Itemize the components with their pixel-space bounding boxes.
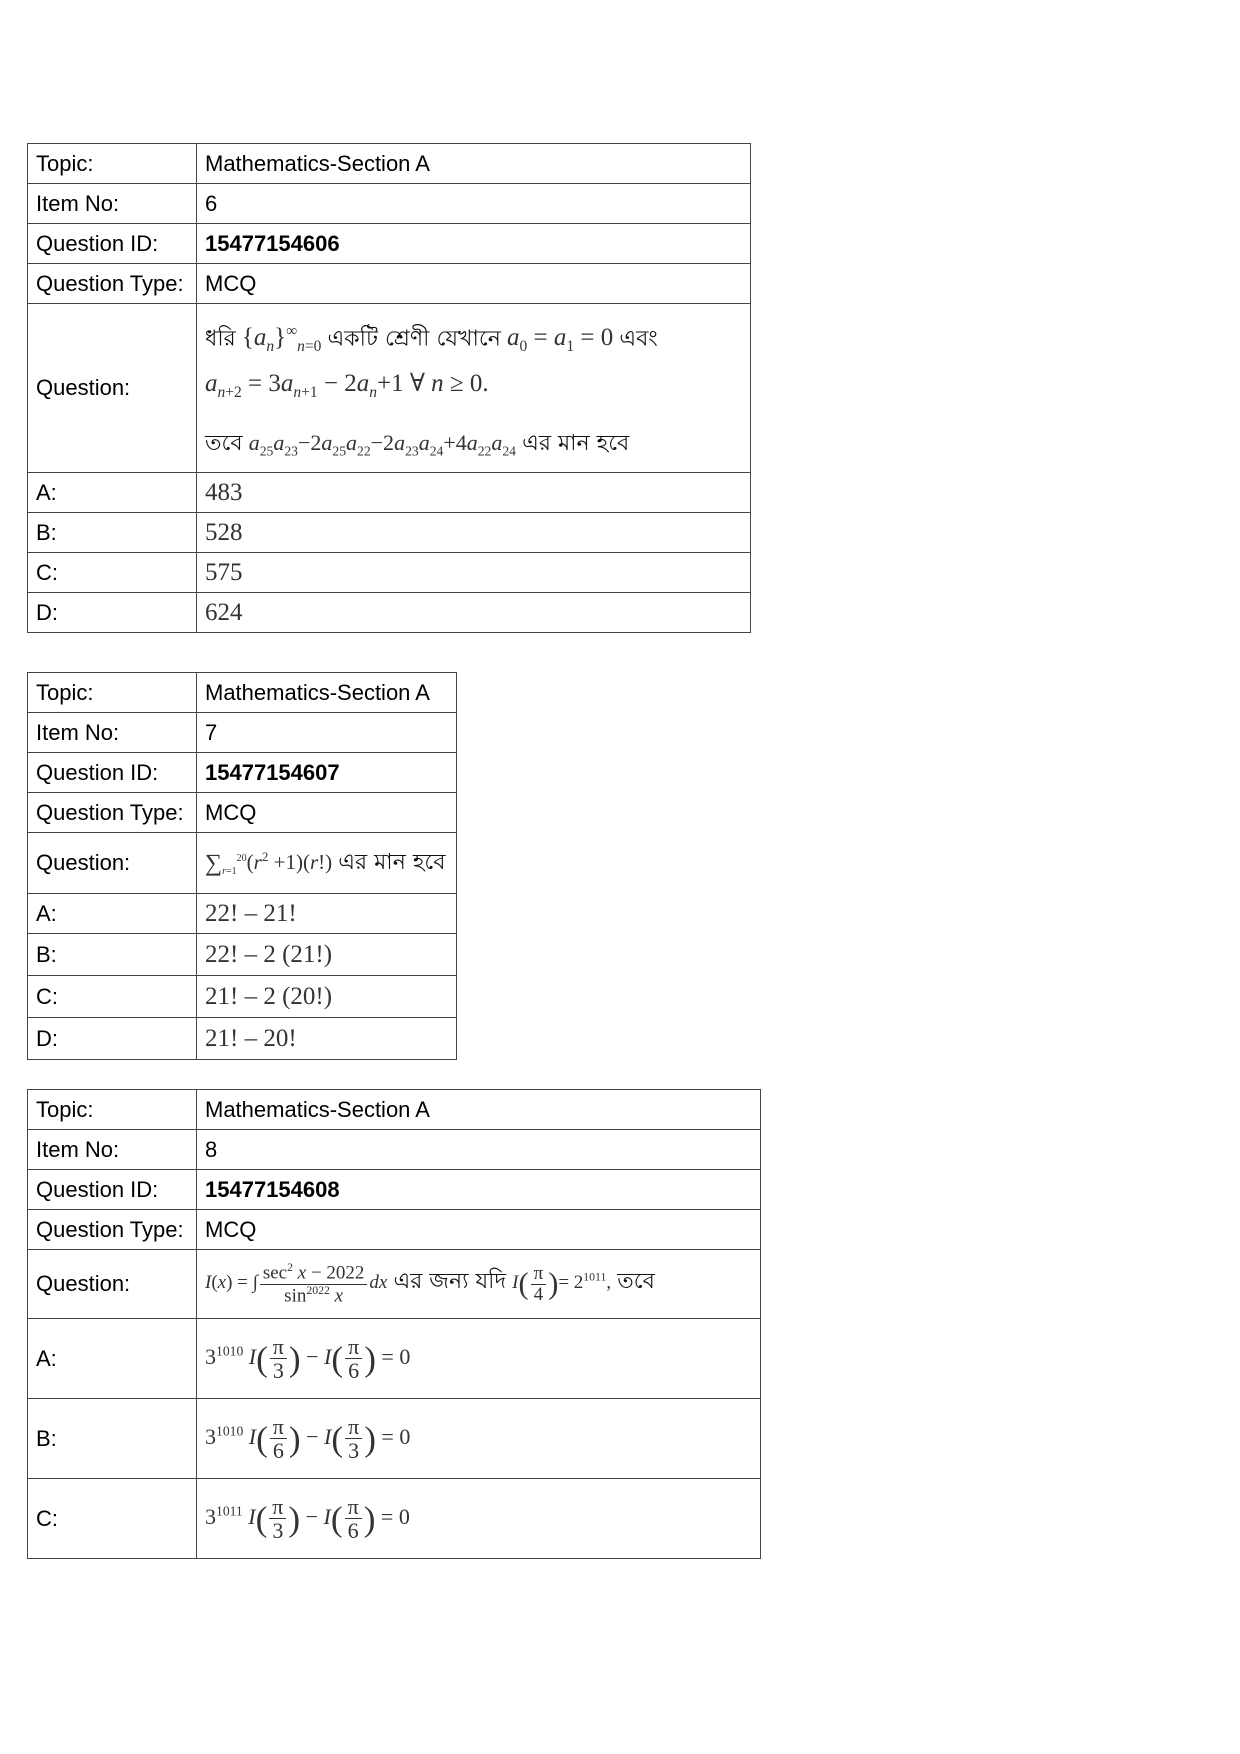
option-b-value: 22! – 2 (21!) (197, 934, 457, 976)
question-id-row (28, 1170, 761, 1210)
option-d-label: D: (28, 593, 197, 633)
item-no-value: 6 (197, 184, 751, 224)
item-no-value: 8 (197, 1130, 761, 1170)
question-type-label: Question Type: (28, 793, 197, 833)
option-c-value: 21! – 2 (20!) (197, 976, 457, 1018)
question-type-value: MCQ (197, 793, 457, 833)
question-row (28, 1250, 761, 1319)
expression-formula: $a_{25}a_{23}-2a_{25}a_{22}-2a_{23}a_{24}+4a_{22}a_{24}$ (248, 429, 516, 459)
question-row (28, 833, 457, 894)
option-row-c (28, 976, 457, 1018)
topic-label: Topic: (28, 673, 197, 713)
option-c-label: C: (28, 1479, 197, 1559)
item-no-value: 7 (197, 713, 457, 753)
option-a-value: 22! – 21! (197, 894, 457, 934)
option-c-value (197, 1479, 761, 1559)
question-text-1: ধরি (205, 326, 236, 352)
option-b-value: 528 (197, 513, 751, 553)
question-label: Question: (28, 1250, 197, 1319)
option-b-formula: $3^{1010}$ I( $\frac{\pi}{6}$ ) − I( $\frac{\pi}{3}$ ) = 0 (205, 1413, 411, 1463)
option-c-value: 575 (197, 553, 751, 593)
question-id-label: Question ID: (28, 224, 197, 264)
question-type-value: MCQ (197, 1210, 761, 1250)
option-b-value (197, 1399, 761, 1479)
question-label: Question: (28, 833, 197, 894)
option-d-value: 624 (197, 593, 751, 633)
option-row-a (28, 1319, 761, 1399)
question-text-4: তবে (205, 430, 243, 456)
option-row-d (28, 593, 751, 633)
item-no-row (28, 713, 457, 753)
question-content (197, 833, 457, 894)
summation-formula: $\sum_{r=1}^{20}(r^2 +1)(r!)$ (205, 848, 333, 877)
question-id-value: 15477154607 (197, 753, 457, 793)
condition-formula: I( $\frac{\pi}{4}$ )= $2^{1011}$, (512, 1262, 612, 1305)
option-a-value (197, 1319, 761, 1399)
question-id-row (28, 753, 457, 793)
question-type-label: Question Type: (28, 264, 197, 304)
option-row-d (28, 1018, 457, 1060)
option-a-label: A: (28, 473, 197, 513)
option-c-label: C: (28, 976, 197, 1018)
topic-row (28, 144, 751, 184)
question-id-label: Question ID: (28, 753, 197, 793)
option-a-formula: $3^{1010}$ I( $\frac{\pi}{3}$ ) − I( $\frac{\pi}{6}$ ) = 0 (205, 1333, 411, 1383)
item-no-label: Item No: (28, 1130, 197, 1170)
question-type-label: Question Type: (28, 1210, 197, 1250)
sequence-formula: $\{a_n\}^\infty_{n=0}$ (241, 323, 322, 356)
item-no-row (28, 1130, 761, 1170)
question-type-row (28, 1210, 761, 1250)
question-type-row (28, 264, 751, 304)
question-text-1: এর মান হবে (338, 849, 446, 875)
option-row-a (28, 473, 751, 513)
topic-label: Topic: (28, 1090, 197, 1130)
option-row-b (28, 1399, 761, 1479)
question-text-1: এর জন্য যদি (393, 1269, 507, 1295)
topic-label: Topic: (28, 144, 197, 184)
question-text-5: এর মান হবে (522, 430, 630, 456)
question-type-row (28, 793, 457, 833)
topic-value: Mathematics-Section A (197, 1090, 761, 1130)
question-text-3: এবং (619, 326, 658, 352)
question-id-row (28, 224, 751, 264)
integral-formula: I(x) = ∫ $\frac{\sec^2 x - 2022}{\sin^{2022} x}$ dx (205, 1261, 388, 1306)
question-table-item-7 (27, 672, 457, 1060)
option-row-a (28, 894, 457, 934)
option-row-c (28, 553, 751, 593)
question-table-item-6 (27, 143, 751, 633)
question-line-1 (205, 322, 742, 357)
option-d-value: 21! – 20! (197, 1018, 457, 1060)
topic-value: Mathematics-Section A (197, 673, 457, 713)
option-c-formula: $3^{1011}$ I( $\frac{\pi}{3}$ ) − I( $\frac{\pi}{6}$ ) = 0 (205, 1493, 410, 1543)
option-b-label: B: (28, 513, 197, 553)
question-line-2 (205, 368, 742, 403)
option-a-label: A: (28, 1319, 197, 1399)
item-no-label: Item No: (28, 184, 197, 224)
option-a-value: 483 (197, 473, 751, 513)
item-no-label: Item No: (28, 713, 197, 753)
question-type-value: MCQ (197, 264, 751, 304)
question-text-2: তবে (617, 1269, 655, 1295)
topic-row (28, 1090, 761, 1130)
topic-row (28, 673, 457, 713)
option-a-label: A: (28, 894, 197, 934)
initial-condition: $a_0 = a_1 = 0$ (506, 324, 614, 356)
option-row-b (28, 934, 457, 976)
option-row-b (28, 513, 751, 553)
question-id-value: 15477154608 (197, 1170, 761, 1210)
option-c-label: C: (28, 553, 197, 593)
question-table-item-8 (27, 1089, 761, 1559)
item-no-row (28, 184, 751, 224)
question-line-3 (205, 429, 742, 460)
question-label: Question: (28, 304, 197, 473)
topic-value: Mathematics-Section A (197, 144, 751, 184)
question-content (197, 1250, 761, 1319)
option-b-label: B: (28, 934, 197, 976)
question-row (28, 304, 751, 473)
option-d-label: D: (28, 1018, 197, 1060)
question-content (197, 304, 751, 473)
recurrence-formula: $a_{n+2} = 3a_{n+1} - 2a_n+1$ ∀ n ≥ 0. (205, 369, 489, 401)
option-b-label: B: (28, 1399, 197, 1479)
question-text-2: একটি শ্রেণী যেখানে (327, 326, 501, 352)
question-id-label: Question ID: (28, 1170, 197, 1210)
option-row-c (28, 1479, 761, 1559)
question-id-value: 15477154606 (197, 224, 751, 264)
